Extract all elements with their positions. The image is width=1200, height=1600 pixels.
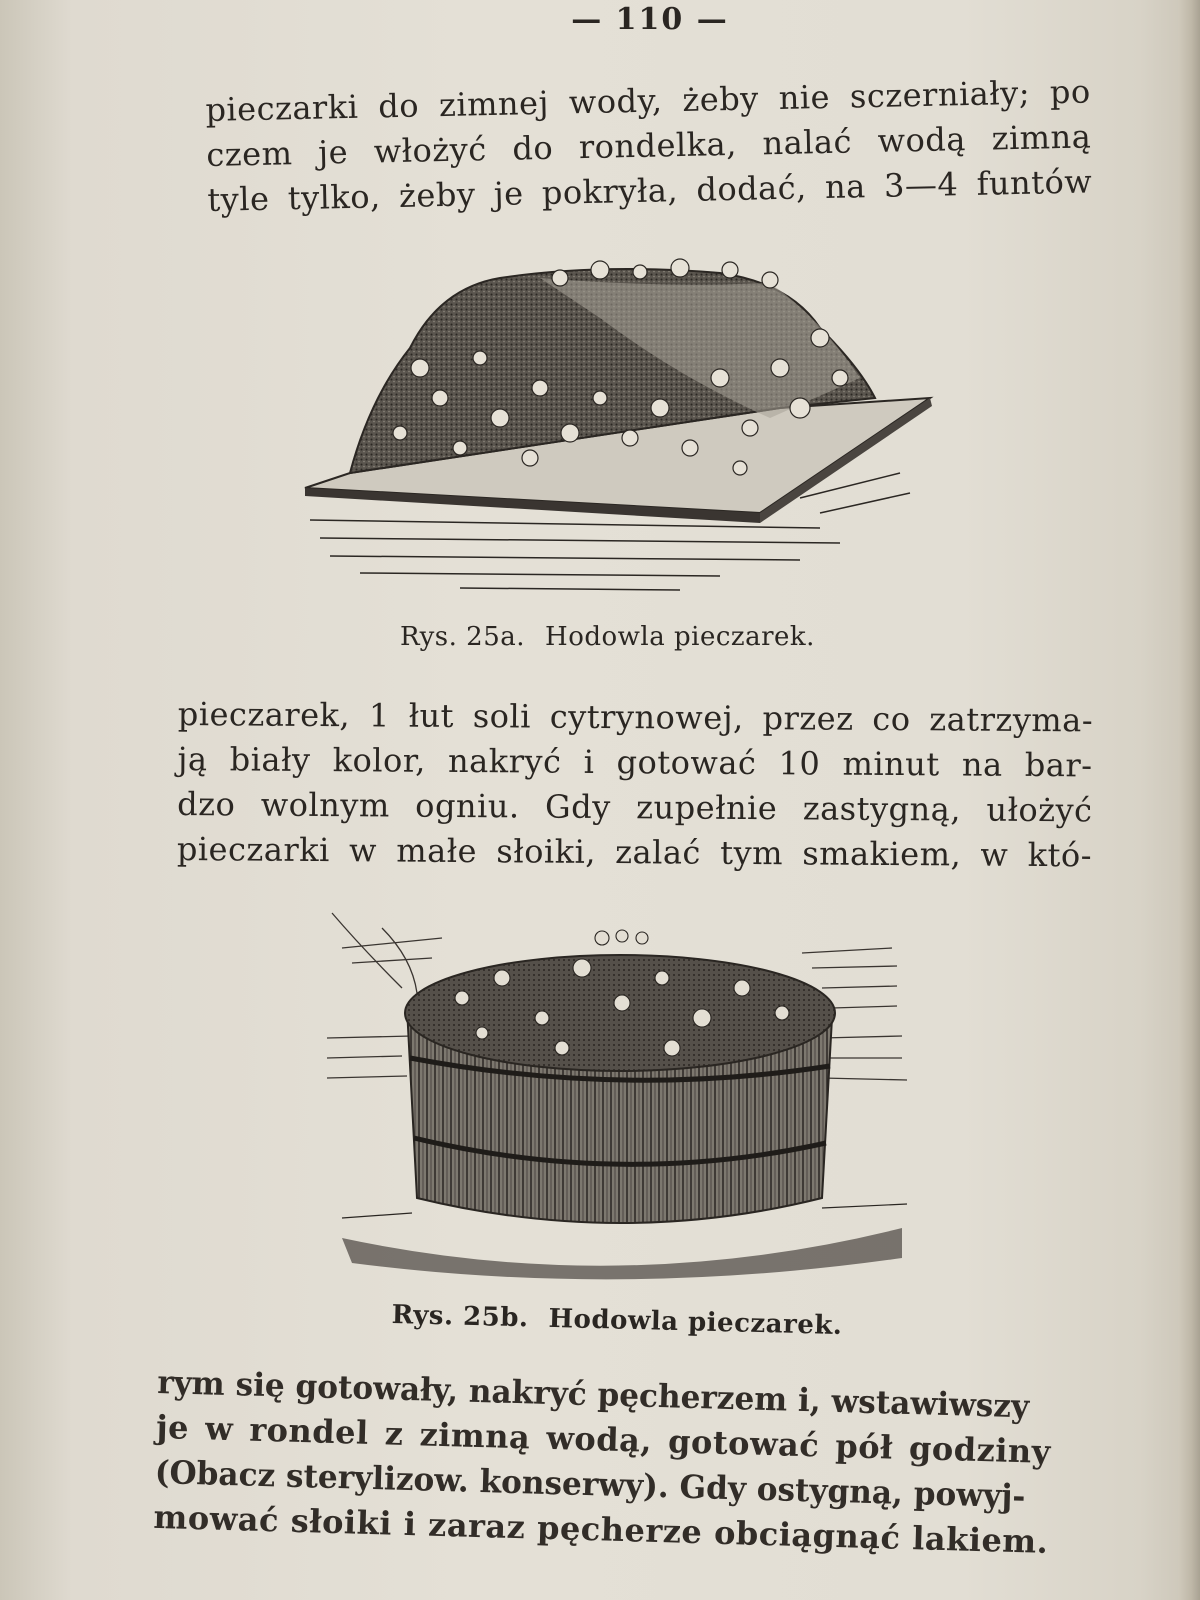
text-line: ją biały kolor, nakryć i gotować 10 minut na bar- bbox=[177, 739, 1093, 785]
page-number: — 110 — bbox=[571, 2, 729, 37]
text-line: je w rondel z zimną wodą, gotować pół godziny bbox=[155, 1407, 1052, 1471]
figure-label: Rys. 25b. bbox=[391, 1300, 529, 1334]
text-line: pieczarki do zimnej wody, żeby nie sczerniały; po bbox=[205, 72, 1092, 129]
text-line: tyle tylko, żeby je pokryła, dodać, na 3—4 funtów bbox=[206, 162, 1093, 219]
figure-caption-25b bbox=[391, 1300, 842, 1341]
figure-caption-text: Hodowla pieczarek. bbox=[545, 622, 815, 652]
figure-label: Rys. 25a. bbox=[400, 622, 526, 652]
text-line: pieczarki w małe słoiki, zalać tym smakiem, w któ- bbox=[176, 829, 1093, 875]
text-line: czem je włożyć do rondelka, nalać wodą zimną bbox=[206, 117, 1092, 174]
text-line: pieczarek, 1 łut soli cytrynowej, przez co zatrzyma- bbox=[177, 694, 1094, 740]
text-line: rym się gotowały, nakryć pęcherzem i, wstawiwszy bbox=[156, 1362, 1030, 1426]
mushroom-bed-illustration bbox=[300, 258, 950, 598]
paragraph-3 bbox=[153, 1360, 1053, 1565]
text-line: (Obacz sterylizow. konserwy). Gdy ostygną, powyj- bbox=[154, 1452, 1026, 1516]
figure-caption-text: Hodowla pieczarek. bbox=[548, 1303, 843, 1342]
mushroom-tub-illustration bbox=[322, 908, 922, 1288]
paragraph-2 bbox=[177, 692, 1093, 878]
paragraph-1 bbox=[205, 69, 1093, 223]
figure-caption-25a bbox=[400, 622, 815, 652]
page-edge bbox=[1178, 0, 1200, 1600]
text-line: mować słoiki i zaraz pęcherze obciągnąć lakiem. bbox=[153, 1497, 1049, 1561]
text-line: dzo wolnym ogniu. Gdy zupełnie zastygną, ułożyć bbox=[177, 784, 1093, 830]
